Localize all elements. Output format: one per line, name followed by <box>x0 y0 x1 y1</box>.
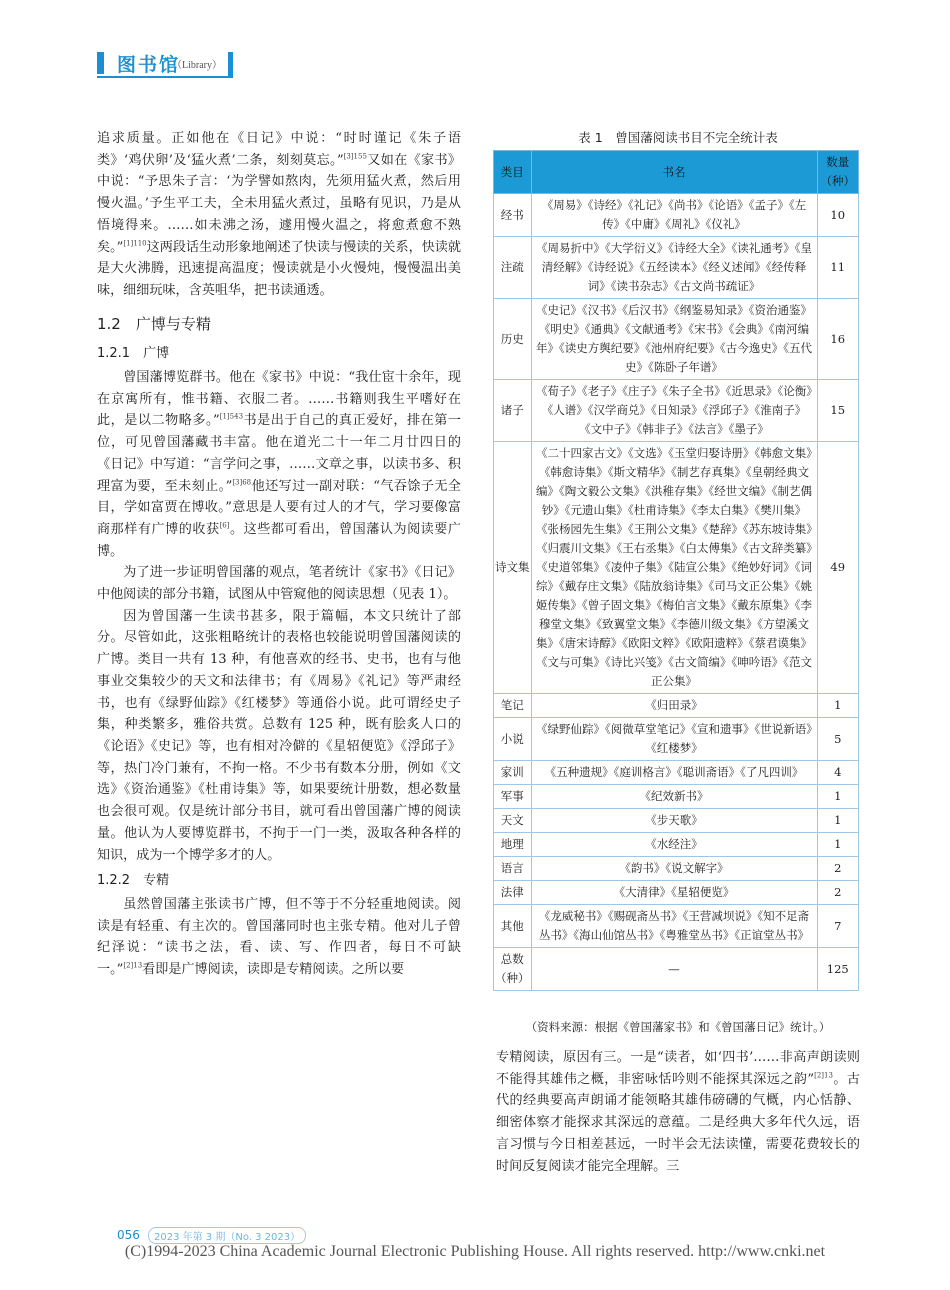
table-row <box>494 694 859 718</box>
category-cell: 地理 <box>494 833 532 857</box>
count-cell: 2 <box>817 881 859 905</box>
table-source-note: （资料来源：根据《曾国藩家书》和《曾国藩日记》统计。） <box>525 1020 831 1034</box>
books-cell: 《韵书》《说文解字》 <box>531 857 817 881</box>
books-cell: 《二十四家古文》《文选》《玉堂归娶诗册》《韩愈文集》《韩愈诗集》《斯文精华》《制艺存真集》《皇朝经典文编》《陶文毅公文集》《洪稚存集》《经世文编》《制艺偶钞》《元遗山集》《杜甫诗集》《李太白集》《樊川集》《张杨园先生集》《王荆公文集》《楚辞》《苏东坡诗集》《归震川文集》《王右丞集》《白太傅集》《古文辞类纂》《史道邻集》《凌仲子集》《陆宣公集》《绝妙好词》《词综》《戴存庄文集》《陆放翁诗集》《司马文正公集》《姚姬传集》《曾子固文集》《梅伯言文集》《戴东原集》《李穆堂文集》《致翼堂文集》《李德川级文集》《方望溪文集》《唐宋诗醇》《欧阳文粹》《欧阳遗粹》《蔡君谟集》《文与可集》《诗比兴笺》《古文简编》《呻吟语》《范文正公集》 <box>531 442 817 694</box>
paragraph: 专精阅读，原因有三。一是“读者，如‘四书’……非高声朗读则不能得其雄伟之概，非密咏恬吟则不能探其深远之韵”$^{[2]13}$。古代的经典要高声朗诵才能领略其雄伟磅礴的气概，内心恬静、细密体察才能探求其深远的意蕴。二是经典大多年代久远，语言习惯与今日相差甚远，一时半会无法读懂，需要花费较长的时间反复阅读才能完全理解。三 <box>496 1050 860 1174</box>
table-row <box>494 761 859 785</box>
category-cell: 军事 <box>494 785 532 809</box>
table-row <box>494 785 859 809</box>
subsection-heading: 1.2.1 广博 <box>97 346 170 362</box>
category-cell: 家训 <box>494 761 532 785</box>
paragraph: 曾国藩博览群书。他在《家书》中说：“我仕宦十余年，现在京寓所有，惟书籍、衣服二者。……书籍则我生平嗜好在此，是以二物略多。”$^{[1]543}$书是出于自己的真正爱好，排在第一位，可见曾国藩藏书丰富。他在道光二十一年二月廿四日的《日记》中写道：“言学问之事，……文章之事，以读书多、积理富为要，至未刻止。”$^{[3]68}$他还写过一副对联：“气吞馀子无全目，学如富贾在博收。”意思是人要有过人的才气，学习要像富商那样有广博的收获[6]。这些都可看出，曾国藩认为阅读要广博。 <box>97 370 462 559</box>
table-row <box>494 237 859 299</box>
count-cell: 5 <box>817 718 859 761</box>
category-cell: 小说 <box>494 718 532 761</box>
category-cell: 天文 <box>494 809 532 833</box>
category-cell: 经书 <box>494 194 532 237</box>
books-cell: 《周易》《诗经》《礼记》《尚书》《论语》《孟子》《左传》《中庸》《周礼》《仪礼》 <box>531 194 817 237</box>
books-cell: — <box>531 948 817 991</box>
header-corner <box>228 52 233 76</box>
table-row <box>494 194 859 237</box>
category-cell: 语言 <box>494 857 532 881</box>
table-row <box>494 442 859 694</box>
section-heading: 1.2 广博与专精 <box>97 314 211 333</box>
books-cell: 《归田录》 <box>531 694 817 718</box>
count-cell: 125 <box>817 948 859 991</box>
left-column <box>97 128 461 981</box>
books-cell: 《史记》《汉书》《后汉书》《纲鉴易知录》《资治通鉴》《明史》《通典》《文献通考》《宋书》《会典》《南河编年》《读史方舆纪要》《池州府纪要》《古今逸史》《五代史》《陈卧子年谱》 <box>531 299 817 380</box>
count-cell: 11 <box>817 237 859 299</box>
paragraph: 虽然曾国藩主张读书广博，但不等于不分轻重地阅读。阅读是有轻重、有主次的。曾国藩同时也主张专精。他对儿子曾纪泽说：“读书之法，看、读、写、作四者，每日不可缺一。”$^{[2]13}$看即是广博阅读，读即是专精阅读。之所以要 <box>97 896 461 978</box>
books-cell: 《绿野仙踪》《阅微草堂笔记》《宣和遗事》《世说新语》《红楼梦》 <box>531 718 817 761</box>
category-cell: 历史 <box>494 299 532 380</box>
page-number: 056 <box>117 1228 140 1242</box>
count-cell: 10 <box>817 194 859 237</box>
count-cell: 49 <box>817 442 859 694</box>
table-caption: 表 1 曾国藩阅读书目不完全统计表 <box>578 130 778 145</box>
right-column <box>496 1047 860 1177</box>
books-cell: 《步天歌》 <box>531 809 817 833</box>
books-cell: 《大清律》《星轺便览》 <box>531 881 817 905</box>
count-cell: 1 <box>817 785 859 809</box>
books-cell: 《周易折中》《大学衍义》《诗经大全》《读礼通考》《皇清经解》《诗经说》《五经读本》《经义述闻》《经传释词》《读书杂志》《古文尚书疏证》 <box>531 237 817 299</box>
books-cell: 《五种遗规》《庭训格言》《聪训斋语》《了凡四训》 <box>531 761 817 785</box>
book-table <box>493 150 859 991</box>
copyright-line: (C)1994-2023 China Academic Journal Electronic Publishing House. All rights reserved. http://www.cnki.net <box>124 1243 826 1260</box>
category-cell: 诗文集 <box>494 442 532 694</box>
count-cell: 15 <box>817 380 859 442</box>
header-accent-bar <box>97 52 104 74</box>
books-cell: 《纪效新书》 <box>531 785 817 809</box>
category-cell: 法律 <box>494 881 532 905</box>
books-cell: 《荀子》《老子》《庄子》《朱子全书》《近思录》《论衡》《人谱》《汉学商兑》《日知录》《浮邱子》《淮南子》《文中子》《韩非子》《法言》《墨子》 <box>531 380 817 442</box>
table-row <box>494 881 859 905</box>
table-row <box>494 833 859 857</box>
count-cell: 1 <box>817 809 859 833</box>
table-row <box>494 809 859 833</box>
journal-subtitle: （Library） <box>172 60 222 71</box>
category-cell: 诸子 <box>494 380 532 442</box>
table-total-row <box>494 948 859 991</box>
issue-badge: 2023 年第 3 期（No. 3 2023） <box>148 1227 306 1244</box>
books-cell: 《水经注》 <box>531 833 817 857</box>
category-cell: 笔记 <box>494 694 532 718</box>
books-cell: 《龙威秘书》《赐砚斋丛书》《王营减坝说》《知不足斋丛书》《海山仙馆丛书》《粤雅堂丛书》《正谊堂丛书》 <box>531 905 817 948</box>
table-row <box>494 718 859 761</box>
header-count: 数量（种） <box>817 151 859 194</box>
table-row <box>494 905 859 948</box>
table-row <box>494 857 859 881</box>
paragraph: 追求质量。正如他在《日记》中说：“时时谨记《朱子语类》‘鸡伏卵’及‘猛火煮’二条，刻刻莫忘。”$^{[3]155}$又如在《家书》中说：“予思朱子言：‘为学譬如熬肉，先须用猛火煮，然后用慢火温。’予生平工夫，全未用猛火煮过，虽略有见识，乃是从悟境得来。……如未沸之汤，遽用慢火温之，将愈煮愈不熟矣。”$^{[1]110}$这两段话生动形象地阐述了快读与慢读的关系，快读就是大火沸腾，迅速提高温度；慢读就是小火慢炖，慢慢温出美味，细细玩味，含英咀华，把书读通透。 <box>97 131 461 298</box>
header-category: 类目 <box>494 151 532 194</box>
count-cell: 7 <box>817 905 859 948</box>
category-cell: 注疏 <box>494 237 532 299</box>
category-cell: 其他 <box>494 905 532 948</box>
count-cell: 4 <box>817 761 859 785</box>
table-row <box>494 299 859 380</box>
paragraph: 因为曾国藩一生读书甚多，限于篇幅，本文只统计了部分。尽管如此，这张粗略统计的表格也较能说明曾国藩阅读的广博。类目一共有 13 种，有他喜欢的经书、史书，也有与他事业交集较少的天文和法律书；有《周易》《礼记》等严肃经书，也有《绿野仙踪》《红楼梦》等通俗小说。此可谓经史子集，种类繁多，雅俗共赏。总数有 125 种，既有脍炙人口的《论语》《史记》等，也有相对冷僻的《星轺便览》《浮邱子》等，热门冷门兼有，不拘一格。不少书有数本分册，例如《文选》《资治通鉴》《杜甫诗集》等，如果要统计册数，想必数量也会很可观。仅是统计部分书目，就可看出曾国藩广博的阅读量。他认为人要博览群书，不拘于一门一类，汲取各种各样的知识，成为一个博学多才的人。 <box>97 608 461 863</box>
subsection-heading: 1.2.2 专精 <box>97 873 170 889</box>
count-cell: 1 <box>817 833 859 857</box>
header-title: 书名 <box>531 151 817 194</box>
table-row <box>494 380 859 442</box>
category-cell: 总数（种） <box>494 948 532 991</box>
table-header-row <box>494 151 859 194</box>
paragraph: 为了进一步证明曾国藩的观点，笔者统计《家书》《日记》中他阅读的部分书籍，试图从中管窥他的阅读思想（见表 1）。 <box>97 565 461 603</box>
header-rule <box>97 76 233 78</box>
count-cell: 2 <box>817 857 859 881</box>
count-cell: 1 <box>817 694 859 718</box>
count-cell: 16 <box>817 299 859 380</box>
journal-logo: 图书馆 <box>117 54 181 76</box>
